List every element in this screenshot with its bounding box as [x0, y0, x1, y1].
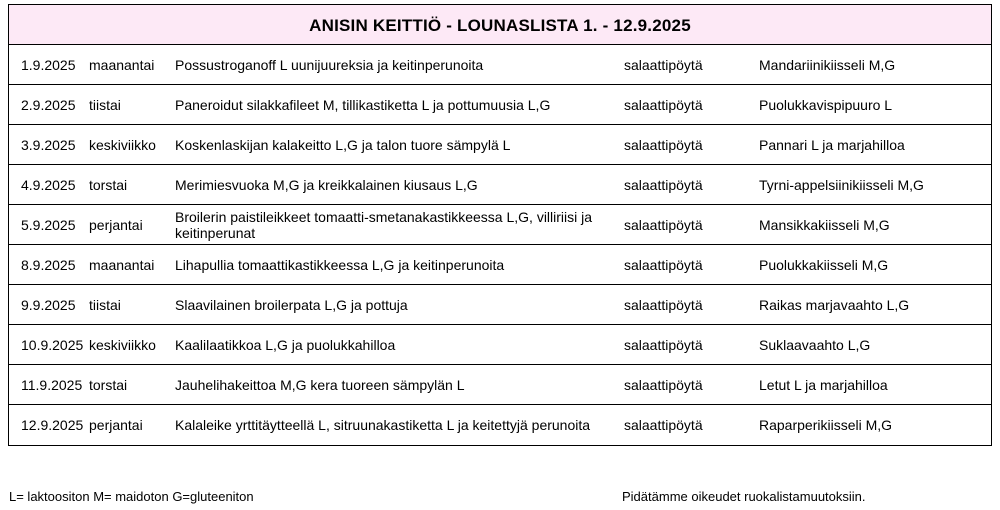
menu-main-course: Koskenlaskijan kalakeitto L,G ja talon tuore sämpylä L: [175, 136, 511, 153]
menu-row: [9, 285, 991, 325]
menu-row: [9, 165, 991, 205]
menu-salad: salaattipöytä: [624, 56, 703, 73]
menu-main-course: Jauhelihakeittoa M,G kera tuoreen sämpylän L: [175, 376, 465, 393]
menu-salad: salaattipöytä: [624, 417, 703, 433]
menu-dessert: Tyrni-appelsiinikiisseli M,G: [759, 176, 924, 193]
menu-rows: [9, 45, 991, 445]
menu-weekday: maanantai: [89, 56, 155, 73]
menu-weekday: torstai: [89, 376, 128, 393]
menu-weekday: torstai: [89, 176, 128, 193]
menu-date: 4.9.2025: [21, 176, 76, 193]
menu-row: [9, 45, 991, 85]
menu-dessert: Mandariinikiisseli M,G: [759, 56, 896, 73]
menu-weekday: perjantai: [89, 417, 143, 433]
menu-main-course: Slaavilainen broilerpata L,G ja pottuja: [175, 296, 408, 313]
menu-salad: salaattipöytä: [624, 96, 703, 113]
menu-dessert: Pannari L ja marjahilloa: [759, 136, 905, 153]
menu-dessert: Puolukkavispipuuro L: [759, 96, 893, 113]
menu-salad: salaattipöytä: [624, 176, 703, 193]
menu-row: [9, 205, 991, 245]
menu-row: [9, 245, 991, 285]
menu-row: [9, 85, 991, 125]
menu-dessert: Raparperikiisseli M,G: [759, 417, 893, 433]
menu-row: [9, 405, 991, 445]
menu-salad: salaattipöytä: [624, 136, 703, 153]
menu-weekday: keskiviikko: [89, 136, 156, 153]
menu-row: [9, 125, 991, 165]
menu-dessert: Puolukkakiisseli M,G: [759, 256, 889, 273]
menu-salad: salaattipöytä: [624, 216, 703, 233]
menu-weekday: tiistai: [89, 296, 121, 313]
menu-main-course: Merimiesvuoka M,G ja kreikkalainen kiusaus L,G: [175, 176, 478, 193]
menu-title: ANISIN KEITTIÖ - LOUNASLISTA 1. - 12.9.2025: [9, 5, 991, 45]
menu-date: 12.9.2025: [21, 417, 84, 433]
menu-row: [9, 365, 991, 405]
menu-date: 2.9.2025: [21, 96, 76, 113]
menu-date: 1.9.2025: [21, 56, 76, 73]
menu-date: 9.9.2025: [21, 296, 76, 313]
menu-weekday: perjantai: [89, 216, 143, 233]
menu-main-course: Lihapullia tomaattikastikkeessa L,G ja keitinperunoita: [175, 256, 505, 273]
menu-weekday: keskiviikko: [89, 336, 156, 353]
menu-main-course: Kaalilaatikkoa L,G ja puolukkahilloa: [175, 336, 396, 353]
menu-salad: salaattipöytä: [624, 256, 703, 273]
menu-main-course: Possustroganoff L uunijuureksia ja keitinperunoita: [175, 56, 484, 73]
diet-legend: L= laktoositon M= maidoton G=gluteeniton: [9, 489, 254, 504]
menu-date: 5.9.2025: [21, 216, 76, 233]
menu-salad: salaattipöytä: [624, 296, 703, 313]
menu-main-course: Broilerin paistileikkeet tomaatti-smetanakastikkeessa L,G, villiriisi ja keitinperunat: [175, 208, 593, 241]
menu-date: 3.9.2025: [21, 136, 76, 153]
menu-weekday: tiistai: [89, 96, 121, 113]
menu-dessert: Mansikkakiisseli M,G: [759, 216, 890, 233]
menu-dessert: Letut L ja marjahilloa: [759, 376, 888, 393]
lunch-menu-table: [8, 4, 992, 446]
menu-row: [9, 325, 991, 365]
menu-date: 8.9.2025: [21, 256, 76, 273]
menu-dessert: Raikas marjavaahto L,G: [759, 296, 910, 313]
menu-weekday: maanantai: [89, 256, 155, 273]
menu-dessert: Suklaavaahto L,G: [759, 336, 871, 353]
menu-salad: salaattipöytä: [624, 336, 703, 353]
menu-main-course: Paneroidut silakkafileet M, tillikastiketta L ja pottumuusia L,G: [175, 96, 551, 113]
menu-salad: salaattipöytä: [624, 376, 703, 393]
menu-date: 10.9.2025: [21, 336, 84, 353]
menu-change-note: Pidätämme oikeudet ruokalistamuutoksiin.: [622, 489, 866, 504]
menu-main-course: Kalaleike yrttitäytteellä L, sitruunakastiketta L ja keitettyjä perunoita: [175, 417, 591, 433]
menu-date: 11.9.2025: [21, 376, 83, 393]
